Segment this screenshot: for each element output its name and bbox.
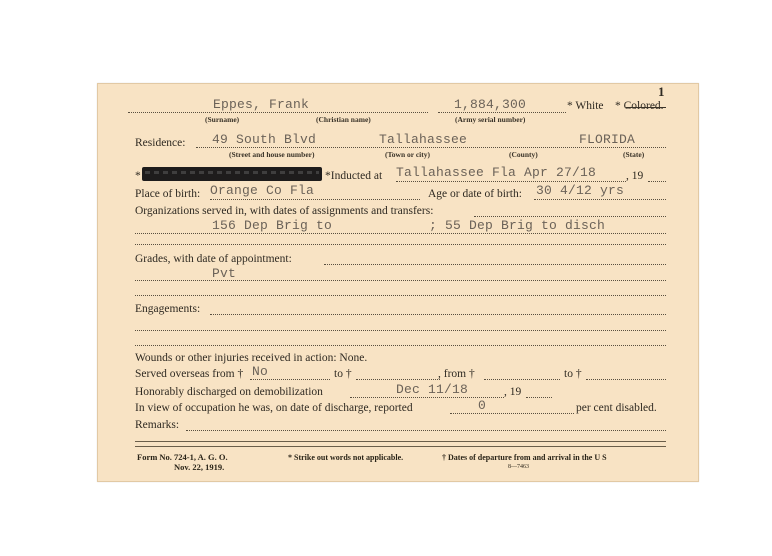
town-value: Tallahassee bbox=[379, 132, 468, 147]
asterisk-mark: * bbox=[135, 170, 141, 182]
form-number: Form No. 724-1, A. G. O. bbox=[137, 452, 228, 462]
race-colored-label: * Colored. bbox=[615, 100, 664, 112]
discharge-year-label: , 19 bbox=[504, 386, 522, 398]
form-date: Nov. 22, 1919. bbox=[174, 462, 225, 472]
engagements-line-1 bbox=[210, 314, 666, 315]
surname-caption: (Surname) bbox=[205, 115, 240, 124]
print-code: 8—7463 bbox=[508, 464, 529, 470]
grades-line-1 bbox=[324, 264, 666, 265]
redacted-block bbox=[142, 167, 322, 181]
inducted-value: Tallahassee Fla Apr 27/18 bbox=[396, 165, 597, 180]
remarks-line-3 bbox=[135, 446, 666, 447]
service-record-card bbox=[97, 83, 699, 482]
overseas-to-line-1 bbox=[356, 379, 440, 380]
birthplace-line bbox=[210, 199, 420, 200]
organizations-line-2 bbox=[135, 233, 666, 234]
overseas-to-line-2 bbox=[586, 379, 666, 380]
age-label: Age or date of birth: bbox=[428, 188, 522, 200]
serial-line bbox=[438, 112, 566, 113]
street-value: 49 South Blvd bbox=[212, 132, 317, 147]
town-caption: (Town or city) bbox=[385, 150, 430, 159]
dates-note: † Dates of departure from and arrival in the U S bbox=[442, 453, 607, 462]
christian-name-caption: (Christian name) bbox=[316, 115, 371, 124]
overseas-label: Served overseas from † bbox=[135, 368, 244, 380]
grades-line-3 bbox=[135, 295, 666, 296]
overseas-from-line-2 bbox=[484, 379, 560, 380]
disability-line bbox=[450, 413, 574, 414]
grades-label: Grades, with date of appointment: bbox=[135, 253, 292, 265]
wounds-label: Wounds or other injuries received in action: None. bbox=[135, 352, 368, 364]
residence-line bbox=[196, 147, 666, 148]
organizations-label: Organizations served in, with dates of assignments and transfers: bbox=[135, 205, 434, 217]
engagements-label: Engagements: bbox=[135, 303, 201, 315]
discharge-label: Honorably discharged on demobilization bbox=[135, 386, 323, 398]
organizations-value-1: 156 Dep Brig to bbox=[212, 218, 333, 233]
overseas-to-label-2: to † bbox=[564, 368, 582, 380]
remarks-label: Remarks: bbox=[135, 419, 180, 431]
age-value: 30 4/12 yrs bbox=[536, 183, 625, 198]
inducted-year-line bbox=[648, 181, 666, 182]
engagements-line-2 bbox=[135, 330, 666, 331]
inducted-label: *Inducted at bbox=[325, 170, 383, 182]
street-caption: (Street and house number) bbox=[229, 150, 315, 159]
age-line bbox=[534, 199, 666, 200]
remarks-line-2 bbox=[135, 441, 666, 442]
state-caption: (State) bbox=[623, 150, 645, 159]
grades-line-2 bbox=[135, 280, 666, 281]
overseas-value: No bbox=[252, 364, 269, 379]
discharge-year-line bbox=[526, 397, 552, 398]
colored-strikeout bbox=[626, 107, 666, 108]
engagements-line-3 bbox=[135, 345, 666, 346]
overseas-from-line bbox=[250, 379, 330, 380]
serial-caption: (Army serial number) bbox=[455, 115, 526, 124]
inducted-year-label: , 19 bbox=[626, 170, 644, 182]
disability-suffix: per cent disabled. bbox=[576, 402, 657, 414]
residence-label: Residence: bbox=[135, 137, 186, 149]
name-line bbox=[128, 112, 428, 113]
birthplace-value: Orange Co Fla bbox=[210, 183, 315, 198]
strike-note: * Strike out words not applicable. bbox=[288, 453, 404, 462]
state-value: FLORIDA bbox=[579, 132, 636, 147]
race-white-label: * White bbox=[567, 100, 604, 112]
birthplace-label: Place of birth: bbox=[135, 188, 201, 200]
remarks-line-1 bbox=[186, 430, 666, 431]
grades-value: Pvt bbox=[212, 266, 237, 281]
serial-value: 1,884,300 bbox=[454, 97, 527, 112]
discharge-value: Dec 11/18 bbox=[396, 382, 469, 397]
overseas-to-label-1: to † bbox=[334, 368, 352, 380]
inducted-line bbox=[396, 181, 626, 182]
county-caption: (County) bbox=[509, 150, 538, 159]
name-value: Eppes, Frank bbox=[213, 97, 310, 112]
card-number: 1 bbox=[658, 84, 665, 99]
organizations-line-3 bbox=[135, 244, 666, 245]
organizations-value-2: ; 55 Dep Brig to disch bbox=[429, 218, 606, 233]
disability-value: 0 bbox=[478, 398, 487, 413]
overseas-from-label: , from † bbox=[438, 368, 475, 380]
organizations-line-1 bbox=[474, 216, 666, 217]
disability-label: In view of occupation he was, on date of discharge, reported bbox=[135, 402, 413, 414]
